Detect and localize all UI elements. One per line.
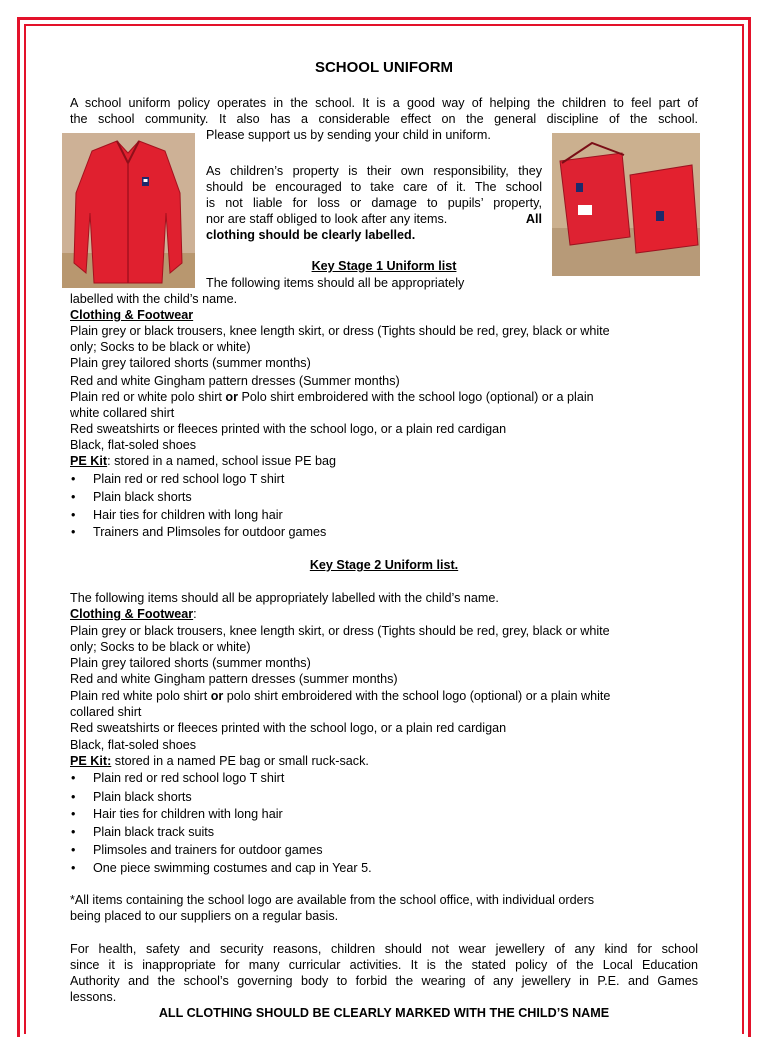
ks1-polo-line-1: [70, 389, 594, 405]
page-title: SCHOOL UNIFORM: [314, 59, 454, 76]
ks1-item-2: only; Socks to be black or white): [70, 340, 251, 354]
list-item: • Plain black shorts: [71, 790, 192, 804]
ks1-label-line-1: The following items should all be appropriately: [206, 276, 465, 290]
ks2-polo-line-2: collared shirt: [70, 705, 142, 719]
responsibility-line-5: clothing should be clearly labelled.: [206, 228, 416, 242]
responsibility-line-3: is not liable for loss or damage to pupils’ property,: [206, 196, 542, 210]
ks1-clothing-heading: Clothing & Footwear: [70, 308, 194, 322]
ks1-label-line-2: labelled with the child’s name.: [70, 292, 238, 306]
responsibility-line-2: should be encouraged to take care of it. The school: [206, 180, 542, 194]
intro-line-1: A school uniform policy operates in the school. It is a good way of helping the children to feel part of: [70, 96, 698, 110]
ks2-pe-text: stored in a named PE bag or small ruck-sack.: [111, 754, 369, 768]
bullet-icon: •: [71, 825, 76, 839]
responsibility-line-4: [206, 211, 542, 227]
jewellery-line-2: since it is inappropriate for many curricular activities. It is the stated policy of the Local Education: [70, 958, 698, 972]
bullet-icon: •: [71, 508, 76, 522]
intro-line-2: the school community. It also has a considerable effect on the general discipline of the school.: [70, 112, 698, 126]
responsibility-line-4-text: nor are staff obliged to look after any items.: [206, 212, 448, 226]
ks2-polo-line-1: [70, 688, 610, 704]
ks2-item-1: Plain grey or black trousers, knee length skirt, or dress (Tights should be red, grey, black or white: [70, 624, 610, 638]
ks2-item-3: Plain grey tailored shorts (summer months): [70, 656, 311, 670]
ks1-pe-text: : stored in a named, school issue PE bag: [107, 454, 337, 468]
list-item: • Plimsoles and trainers for outdoor games: [71, 843, 323, 857]
ks1-item-4: Red and white Gingham pattern dresses (Summer months): [70, 374, 400, 388]
ks1-polo-text-a: Plain red or white polo shirt: [70, 390, 226, 404]
ks1-polo-or: or: [225, 390, 238, 404]
ks2-clothing-heading: Clothing & Footwear: [70, 607, 194, 621]
list-item: • Plain black shorts: [71, 490, 192, 504]
jewellery-line-3: Authority and the school’s governing body to forbid the wearing of any jewellery in P.E. and Games: [70, 974, 698, 988]
bullet-icon: •: [71, 472, 76, 486]
logo-items-note-line-2: being placed to our suppliers on a regular basis.: [70, 909, 339, 923]
ks1-polo-line-2: white collared shirt: [70, 406, 175, 420]
ks1-polo-text-b: Polo shirt embroidered with the school logo (optional) or a plain: [238, 390, 594, 404]
ks2-item-2: only; Socks to be black or white): [70, 640, 251, 654]
bullet-icon: •: [71, 790, 76, 804]
list-item: • Plain red or red school logo T shirt: [71, 472, 285, 486]
ks2-polo-text-b: polo shirt embroidered with the school logo (optional) or a plain white: [223, 689, 611, 703]
bullet-icon: •: [71, 771, 76, 785]
ks2-label: The following items should all be appropriately labelled with the child’s name.: [70, 591, 499, 605]
bullet-icon: •: [71, 843, 76, 857]
ks2-shoes: Black, flat-soled shoes: [70, 738, 196, 752]
responsibility-line-4-bold: All: [525, 212, 542, 226]
ks1-shoes: Black, flat-soled shoes: [70, 438, 196, 452]
ks2-clothing-line: Clothing & Footwear:: [70, 607, 197, 621]
red-pe-bags-photo: [552, 133, 700, 276]
jewellery-line-4: lessons.: [70, 990, 117, 1004]
ks1-item-3: Plain grey tailored shorts (summer months): [70, 356, 311, 370]
ks1-item-1: Plain grey or black trousers, knee length skirt, or dress (Tights should be red, grey, black or white: [70, 324, 610, 338]
ks2-polo-or: or: [210, 689, 224, 703]
ks1-heading: Key Stage 1 Uniform list: [311, 259, 457, 273]
bullet-icon: •: [71, 525, 76, 539]
ks2-polo-text-a: Plain red white polo shirt: [70, 689, 211, 703]
ks2-heading: Key Stage 2 Uniform list.: [309, 558, 459, 572]
ks2-pe-line: [70, 753, 369, 769]
ks2-pe-heading: PE Kit:: [70, 754, 112, 768]
list-item: • Hair ties for children with long hair: [71, 508, 283, 522]
bullet-icon: •: [71, 490, 76, 504]
list-item: • Hair ties for children with long hair: [71, 807, 283, 821]
ks2-item-4: Red and white Gingham pattern dresses (summer months): [70, 672, 398, 686]
jewellery-line-1: For health, safety and security reasons, children should not wear jewellery of any kind for school: [70, 942, 698, 956]
list-item: • Plain black track suits: [71, 825, 215, 839]
ks1-pe-heading: PE Kit: [70, 454, 108, 468]
ks1-sweatshirt: Red sweatshirts or fleeces printed with the school logo, or a plain red cardigan: [70, 422, 507, 436]
ks1-pe-line: [70, 453, 336, 469]
ks2-sweatshirt: Red sweatshirts or fleeces printed with the school logo, or a plain red cardigan: [70, 721, 507, 735]
labelling-reminder: ALL CLOTHING SHOULD BE CLEARLY MARKED WITH THE CHILD’S NAME: [158, 1006, 610, 1020]
list-item: • Plain red or red school logo T shirt: [71, 771, 285, 785]
list-item: • Trainers and Plimsoles for outdoor games: [71, 525, 327, 539]
bullet-icon: •: [71, 807, 76, 821]
responsibility-line-1: As children’s property is their own responsibility, they: [206, 164, 542, 178]
list-item: • One piece swimming costumes and cap in Year 5.: [71, 861, 372, 875]
logo-items-note-line-1: *All items containing the school logo are available from the school office, with individual orders: [70, 893, 595, 907]
bullet-icon: •: [71, 861, 76, 875]
intro-line-3: Please support us by sending your child in uniform.: [206, 128, 491, 142]
